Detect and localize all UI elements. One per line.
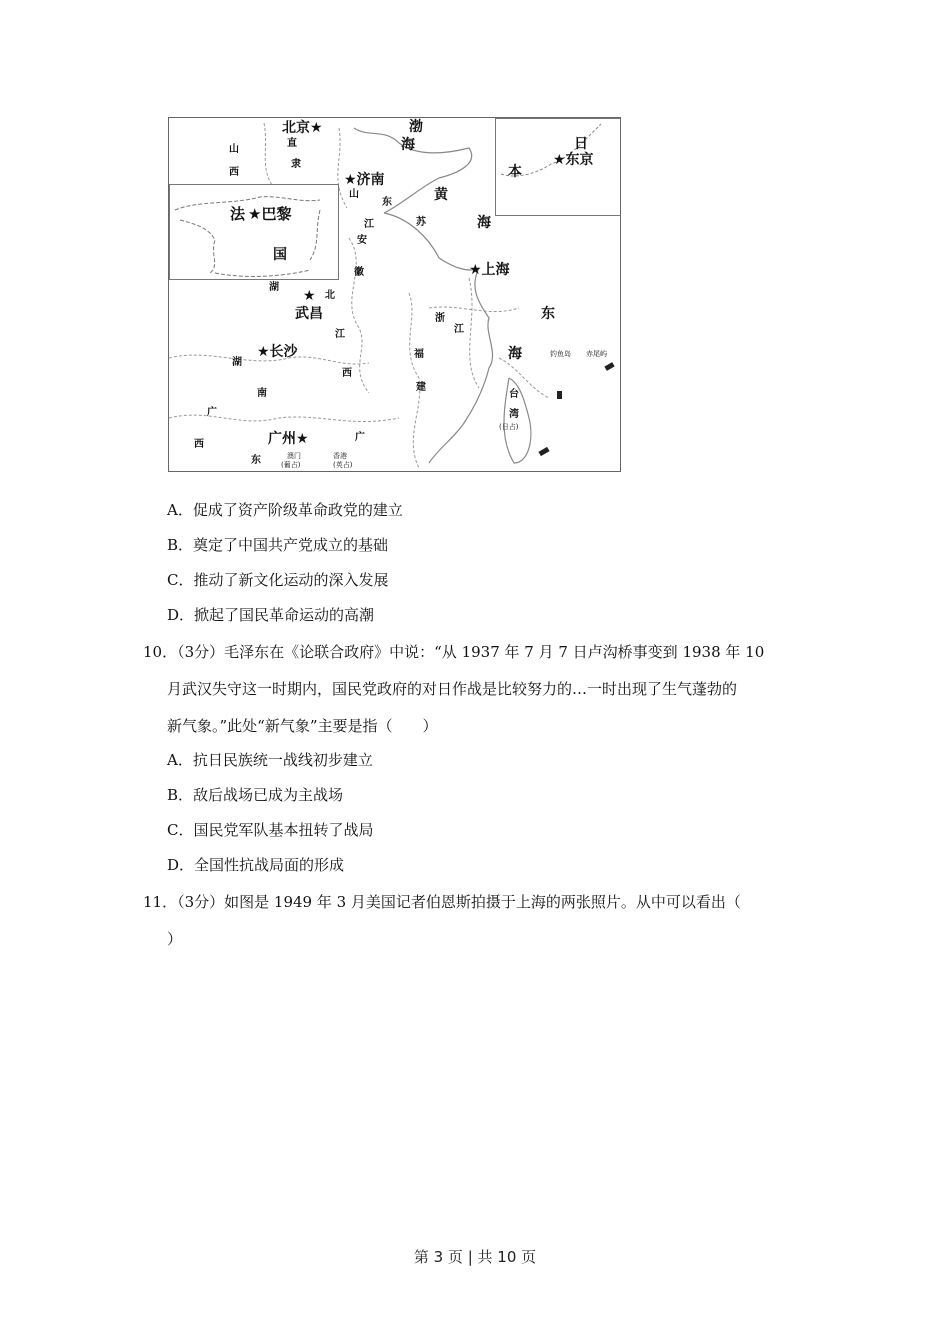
japan-inset — [495, 118, 621, 216]
label-fujian-1: 福 — [414, 349, 424, 360]
label-jiangxi-1: 江 — [335, 329, 345, 340]
q11-stem-line1 — [143, 895, 741, 910]
label-shanghai: ★上海 — [469, 262, 510, 278]
q10-stem-line1 — [143, 645, 764, 660]
option-letter: A． — [167, 751, 193, 769]
option-letter: C． — [167, 571, 194, 589]
label-shandong-1: 山 — [349, 189, 359, 200]
label-wuchang-star: ★ — [303, 288, 316, 304]
question-number: 11． — [143, 893, 178, 911]
q10-stem-line2: 月武汉失守这一时期内，国民党政府的对日作战是比较努力的…一时出现了生气蓬勃的 — [167, 680, 738, 698]
label-zhili-1: 直 — [287, 138, 297, 149]
option-letter: D． — [167, 856, 195, 874]
label-hubei-2: 北 — [325, 290, 335, 301]
label-donghai-1: 东 — [541, 306, 555, 322]
label-japan-ben: 本 — [508, 164, 522, 180]
label-hunan-2: 南 — [257, 388, 267, 399]
label-zhejiang-2: 江 — [454, 324, 464, 335]
option-letter: B． — [167, 786, 194, 804]
label-macau-note: (葡占) — [281, 461, 301, 469]
question-number: 10． — [143, 643, 178, 661]
label-france-guo: 国 — [273, 247, 287, 263]
q10-option-c — [167, 823, 374, 838]
q9-option-d — [167, 608, 374, 623]
label-fujian-2: 建 — [416, 382, 426, 393]
label-huanghai-1: 黄 — [434, 187, 448, 203]
label-jiangxi-2: 西 — [342, 368, 352, 379]
q10-stem-line3: 新气象。”此处“新气象”主要是指（ ） — [167, 717, 438, 735]
label-shanxi-2: 西 — [229, 167, 239, 178]
label-anhui-2: 徽 — [354, 267, 364, 278]
label-wuchang: 武昌 — [295, 306, 323, 322]
option-text: 促成了资产阶级革命政党的建立 — [192, 501, 403, 519]
option-text: 掀起了国民革命运动的高潮 — [194, 606, 375, 624]
label-bohai-2: 海 — [401, 137, 415, 153]
label-taiwan-1: 台 — [509, 389, 519, 400]
option-text: 奠定了中国共产党成立的基础 — [193, 536, 389, 554]
label-chiwei: 赤尾屿 — [586, 350, 607, 358]
label-bohai-1: 渤 — [409, 119, 423, 135]
label-diaoyu: 钓鱼岛 — [550, 350, 571, 358]
q9-option-a — [167, 503, 403, 518]
label-guangzhou: 广州★ — [268, 431, 309, 447]
label-hubei-1: 湖 — [269, 282, 279, 293]
page-footer: 第 3 页 | 共 10 页 — [413, 1248, 537, 1266]
label-shanxi-1: 山 — [229, 144, 239, 155]
label-paris: ★巴黎 — [248, 205, 292, 223]
option-text: 全国性抗战局面的形成 — [194, 856, 345, 874]
question-text: （3分）如图是 1949 年 3 月美国记者伯恩斯拍摄于上海的两张照片。从中可以看出（ — [177, 893, 741, 911]
label-tokyo: ★东京 — [553, 152, 594, 168]
label-jiangsu-2: 苏 — [416, 217, 426, 228]
label-hongkong: 香港 — [333, 452, 347, 460]
label-guangdong-1: 广 — [355, 432, 365, 443]
label-guangxi-1: 广 — [207, 407, 217, 418]
label-france-fa: 法 — [230, 205, 246, 223]
q9-option-c — [167, 573, 389, 588]
label-hunan-1: 湖 — [232, 357, 242, 368]
option-text: 推动了新文化运动的深入发展 — [193, 571, 389, 589]
label-beijing: 北京★ — [282, 120, 323, 136]
option-text: 抗日民族统一战线初步建立 — [192, 751, 373, 769]
option-letter: C． — [167, 821, 194, 839]
label-zhili-2: 隶 — [291, 159, 301, 170]
label-guangxi-2: 西 — [194, 439, 204, 450]
historical-map-figure — [168, 117, 621, 472]
label-japan-ri: 日 — [574, 136, 588, 152]
question-text: （3分）毛泽东在《论联合政府》中说：“从 1937 年 7 月 7 日卢沟桥事变到 1938 年 10 — [177, 643, 765, 661]
label-guangdong-2: 东 — [251, 455, 261, 466]
q11-stem-line2: ） — [167, 930, 183, 948]
island-marker — [557, 391, 562, 399]
label-shandong-2: 东 — [382, 197, 392, 208]
label-zhejiang-1: 浙 — [435, 313, 445, 324]
label-jinan: ★济南 — [344, 172, 385, 188]
option-text: 敌后战场已成为主战场 — [193, 786, 344, 804]
label-donghai-2: 海 — [508, 346, 522, 362]
q9-option-b — [167, 538, 388, 553]
q10-option-a — [167, 753, 373, 768]
label-anhui-1: 安 — [357, 235, 367, 246]
label-hongkong-note: (英占) — [333, 461, 353, 469]
option-letter: B． — [167, 536, 194, 554]
france-inset — [169, 184, 339, 280]
q10-option-b — [167, 788, 343, 803]
option-letter: D． — [167, 606, 195, 624]
label-taiwan-note: (日占) — [499, 423, 519, 431]
label-jiangsu-1: 江 — [364, 219, 374, 230]
option-text: 国民党军队基本扭转了战局 — [193, 821, 374, 839]
label-huanghai-2: 海 — [477, 215, 491, 231]
label-macau: 澳门 — [287, 452, 301, 460]
q10-option-d — [167, 858, 344, 873]
label-taiwan-2: 湾 — [509, 409, 519, 420]
label-changsha: ★长沙 — [257, 344, 298, 360]
option-letter: A． — [167, 501, 193, 519]
